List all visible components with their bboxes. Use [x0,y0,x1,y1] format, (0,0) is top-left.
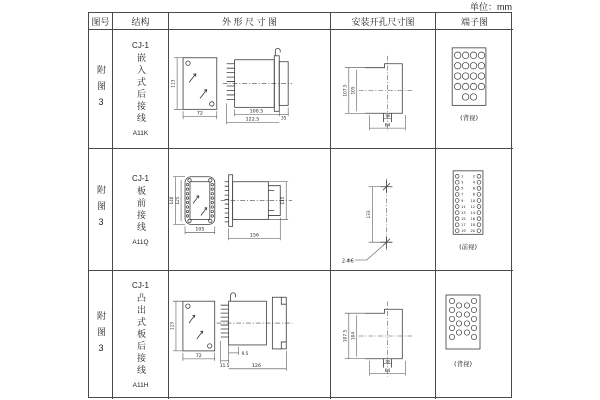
terminal-view-label-1: (背视) [460,114,478,123]
model-code-3: A11H [132,382,149,389]
svg-text:9: 9 [461,198,464,203]
structure-cell-2 [113,149,169,271]
terminal-drawing-a11h [436,271,513,399]
svg-text:17: 17 [461,222,466,227]
dim-stud-3: 9.5 [241,351,249,357]
svg-text:18: 18 [470,222,475,227]
svg-text:7: 7 [461,192,464,197]
svg-text:8: 8 [472,192,475,197]
mount-drawing-a11h [331,271,436,399]
terminal-drawing-a11q [436,149,513,271]
model-label-1: CJ-1 [132,41,149,50]
header-mount-dims: 安装开孔尺寸图 [331,13,436,30]
svg-text:5: 5 [461,186,464,191]
spec-table [88,12,512,398]
dim-mount-outer-1: 107.5 [343,84,349,97]
mount-drawing-a11q [331,149,436,271]
terminal-svg-a11q [436,149,513,270]
dim-side-height-2: 115 [279,196,285,205]
terminal-view-label-3: (背视) [453,360,473,368]
header-structure: 结构 [113,13,169,30]
outline-drawing-a11k [169,30,331,149]
dim-mount-width-1: 64 [384,123,391,129]
fig-no-cell-2 [89,149,113,271]
outline-drawing-a11h [169,271,331,399]
terminal-grid-a11q [455,174,481,233]
dim-front-inner-2: 125 [174,196,180,205]
header-outline-dims: 外 形 尺 寸 图 [169,13,331,30]
dim-front-width-3: 72 [195,353,202,359]
structure-label-3: 凸出式板后接线 [136,293,146,377]
svg-text:10: 10 [470,198,475,203]
dim-mount-slot-3: 16 [385,359,390,364]
structure-cell-3 [113,271,169,399]
dim-pin-length-3: 31.5 [219,363,230,369]
svg-text:1: 1 [461,174,464,179]
svg-text:20: 20 [470,229,475,234]
fig-no-1: 附图3 [96,64,106,114]
model-code-1: A11K [132,130,149,137]
svg-text:11: 11 [461,204,466,209]
svg-text:19: 19 [461,229,466,234]
svg-text:14: 14 [470,210,475,215]
mount-svg-a11h [331,271,435,399]
dim-hole-spacing-2: 133 [367,210,373,219]
dim-mount-slot-1: 16 [385,114,390,119]
dim-hole-label-2: 2-Φ6 [341,258,354,265]
outline-svg-a11k [169,30,330,148]
dim-front-height-3: 113 [170,321,176,331]
model-label-2: CJ-1 [132,173,149,183]
dim-side-length-2: 156 [249,233,259,239]
dim-mount-outer-3: 107.5 [343,329,349,343]
svg-text:4: 4 [472,180,475,185]
svg-text:3: 3 [461,180,464,185]
terminal-svg-a11h [436,271,513,399]
model-label-3: CJ-1 [132,281,149,290]
fig-no-3: 附图3 [96,310,106,360]
header-terminal: 端子图 [436,13,513,30]
dim-mount-inner-1: 105 [351,86,357,95]
mount-svg-a11q [331,149,435,270]
outline-svg-a11q [169,149,330,270]
outline-svg-a11h [169,271,330,399]
dim-front-width-1: 72 [196,111,203,117]
svg-text:6: 6 [472,186,475,191]
structure-label-1: 嵌入式后接线 [136,53,146,125]
dim-front-outer-2: 140 [169,196,175,205]
dim-front-height-1: 113 [171,79,177,88]
fig-no-2: 附图3 [96,185,106,234]
dim-front-width-2: 105 [195,227,205,233]
terminal-drawing-a11k [436,30,513,149]
structure-cell-1 [113,30,169,149]
svg-text:15: 15 [461,216,466,221]
fig-no-cell-1 [89,30,113,149]
dim-body-length-3: 126 [251,363,262,369]
terminal-svg-a11k [436,30,513,148]
outline-drawing-a11q [169,149,331,271]
mount-drawing-a11k [331,30,436,149]
structure-label-2: 板前接线 [136,185,146,234]
header-fig-no: 图号 [89,13,113,30]
terminal-strip-a11q [186,184,213,218]
dim-mount-width-3: 64 [384,369,391,375]
svg-text:16: 16 [470,216,475,221]
fig-no-cell-3 [89,271,113,399]
model-code-2: A11Q [132,238,149,246]
dim-mount-inner-3: 104 [351,331,357,341]
unit-label: 单位：mm [470,2,512,12]
svg-text:2: 2 [472,174,475,179]
dim-flange-1: 35 [281,115,287,121]
svg-text:12: 12 [470,204,475,209]
mount-svg-a11k [331,30,435,148]
dim-total-length-1: 122.5 [245,117,260,123]
dim-body-length-1: 100.5 [249,109,264,115]
svg-text:13: 13 [461,210,466,215]
terminal-view-label-2: (前视) [459,243,478,252]
terminal-grid-a11k [454,52,484,100]
terminal-grid-a11h [449,298,476,339]
